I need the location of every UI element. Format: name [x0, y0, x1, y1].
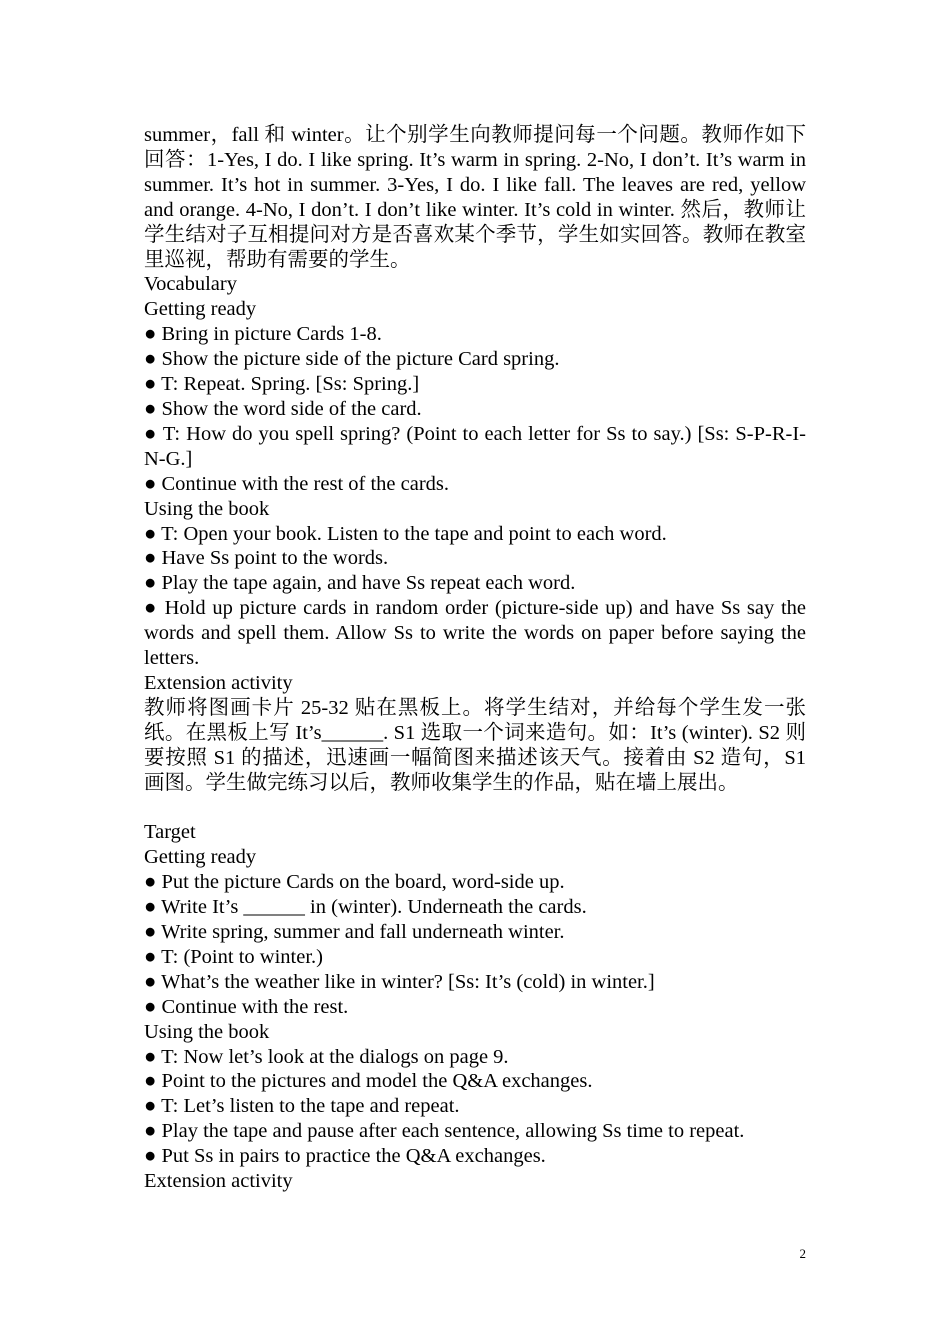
vocabulary-using-the-book-heading: Using the book	[144, 497, 270, 520]
list-item: ● Write spring, summer and fall underneath winter.	[144, 920, 565, 943]
list-item: ● Play the tape again, and have Ss repeat each word.	[144, 572, 576, 595]
blank-line	[144, 795, 806, 820]
vocabulary-heading: Vocabulary	[144, 273, 237, 296]
vocabulary-extension-paragraph: 教师将图画卡片 25-32 贴在黑板上。将学生结对，并给每个学生发一张纸。在黑板上写 It’s______. S1 选取一个词来造句。如：It’s (winter). S2 则要按照 S1 的描述，迅速画一幅简图来描述该天气。接着由 S2 造句，S1 画图。学生做完练习以后，教师收集学生的作品，贴在墙上展出。	[144, 696, 806, 794]
list-item: ● T: How do you spell spring? (Point to each letter for Ss to say.) [Ss: S-P-R-I-N-G.]	[144, 422, 806, 470]
target-using-the-book-heading: Using the book	[144, 1020, 270, 1043]
list-item: ● Put Ss in pairs to practice the Q&A exchanges.	[144, 1145, 546, 1168]
list-item: ● Show the picture side of the picture Card spring.	[144, 348, 560, 371]
list-item: ● T: Open your book. Listen to the tape and point to each word.	[144, 522, 667, 545]
vocabulary-extension-activity-heading: Extension activity	[144, 671, 293, 694]
list-item: ● Continue with the rest.	[144, 995, 349, 1018]
list-item: ● T: Now let’s look at the dialogs on page 9.	[144, 1045, 509, 1068]
list-item: ● Have Ss point to the words.	[144, 547, 389, 570]
intro-paragraph: summer，fall 和 winter。让个别学生向教师提问每一个问题。教师作如下回答：1-Yes, I do. I like spring. It’s warm in spring. 2-No, I don’t. It’s warm in summer. It’s hot in summer. 3-Yes, I do. I like fall. The leaves are red, yellow and orange. 4-No, I don’t. I don’t like winter. It’s cold in winter. 然后，教师让学生结对子互相提问对方是否喜欢某个季节，学生如实回答。教师在教室里巡视，帮助有需要的学生。	[144, 124, 806, 271]
page-content	[144, 123, 806, 1194]
target-heading: Target	[144, 821, 196, 844]
list-item: ● T: Repeat. Spring. [Ss: Spring.]	[144, 373, 420, 396]
target-extension-activity-heading: Extension activity	[144, 1170, 293, 1193]
list-item: ● Hold up picture cards in random order (picture-side up) and have Ss say the words and spell them. Allow Ss to write the words on paper before saying the letters.	[144, 597, 806, 670]
list-item: ● Bring in picture Cards 1-8.	[144, 323, 382, 346]
list-item: ● What’s the weather like in winter? [Ss: It’s (cold) in winter.]	[144, 970, 655, 993]
list-item: ● Show the word side of the card.	[144, 397, 422, 420]
page-number: 2	[799, 1246, 806, 1261]
list-item: ● T: Let’s listen to the tape and repeat.	[144, 1095, 460, 1118]
target-getting-ready-heading: Getting ready	[144, 846, 257, 869]
list-item: ● Write It’s ______ in (winter). Underneath the cards.	[144, 896, 587, 919]
list-item: ● Play the tape and pause after each sentence, allowing Ss time to repeat.	[144, 1120, 745, 1143]
list-item: ● T: (Point to winter.)	[144, 945, 323, 968]
list-item: ● Put the picture Cards on the board, word-side up.	[144, 871, 565, 894]
list-item: ● Point to the pictures and model the Q&A exchanges.	[144, 1070, 593, 1093]
vocabulary-getting-ready-heading: Getting ready	[144, 298, 257, 321]
list-item: ● Continue with the rest of the cards.	[144, 472, 450, 495]
